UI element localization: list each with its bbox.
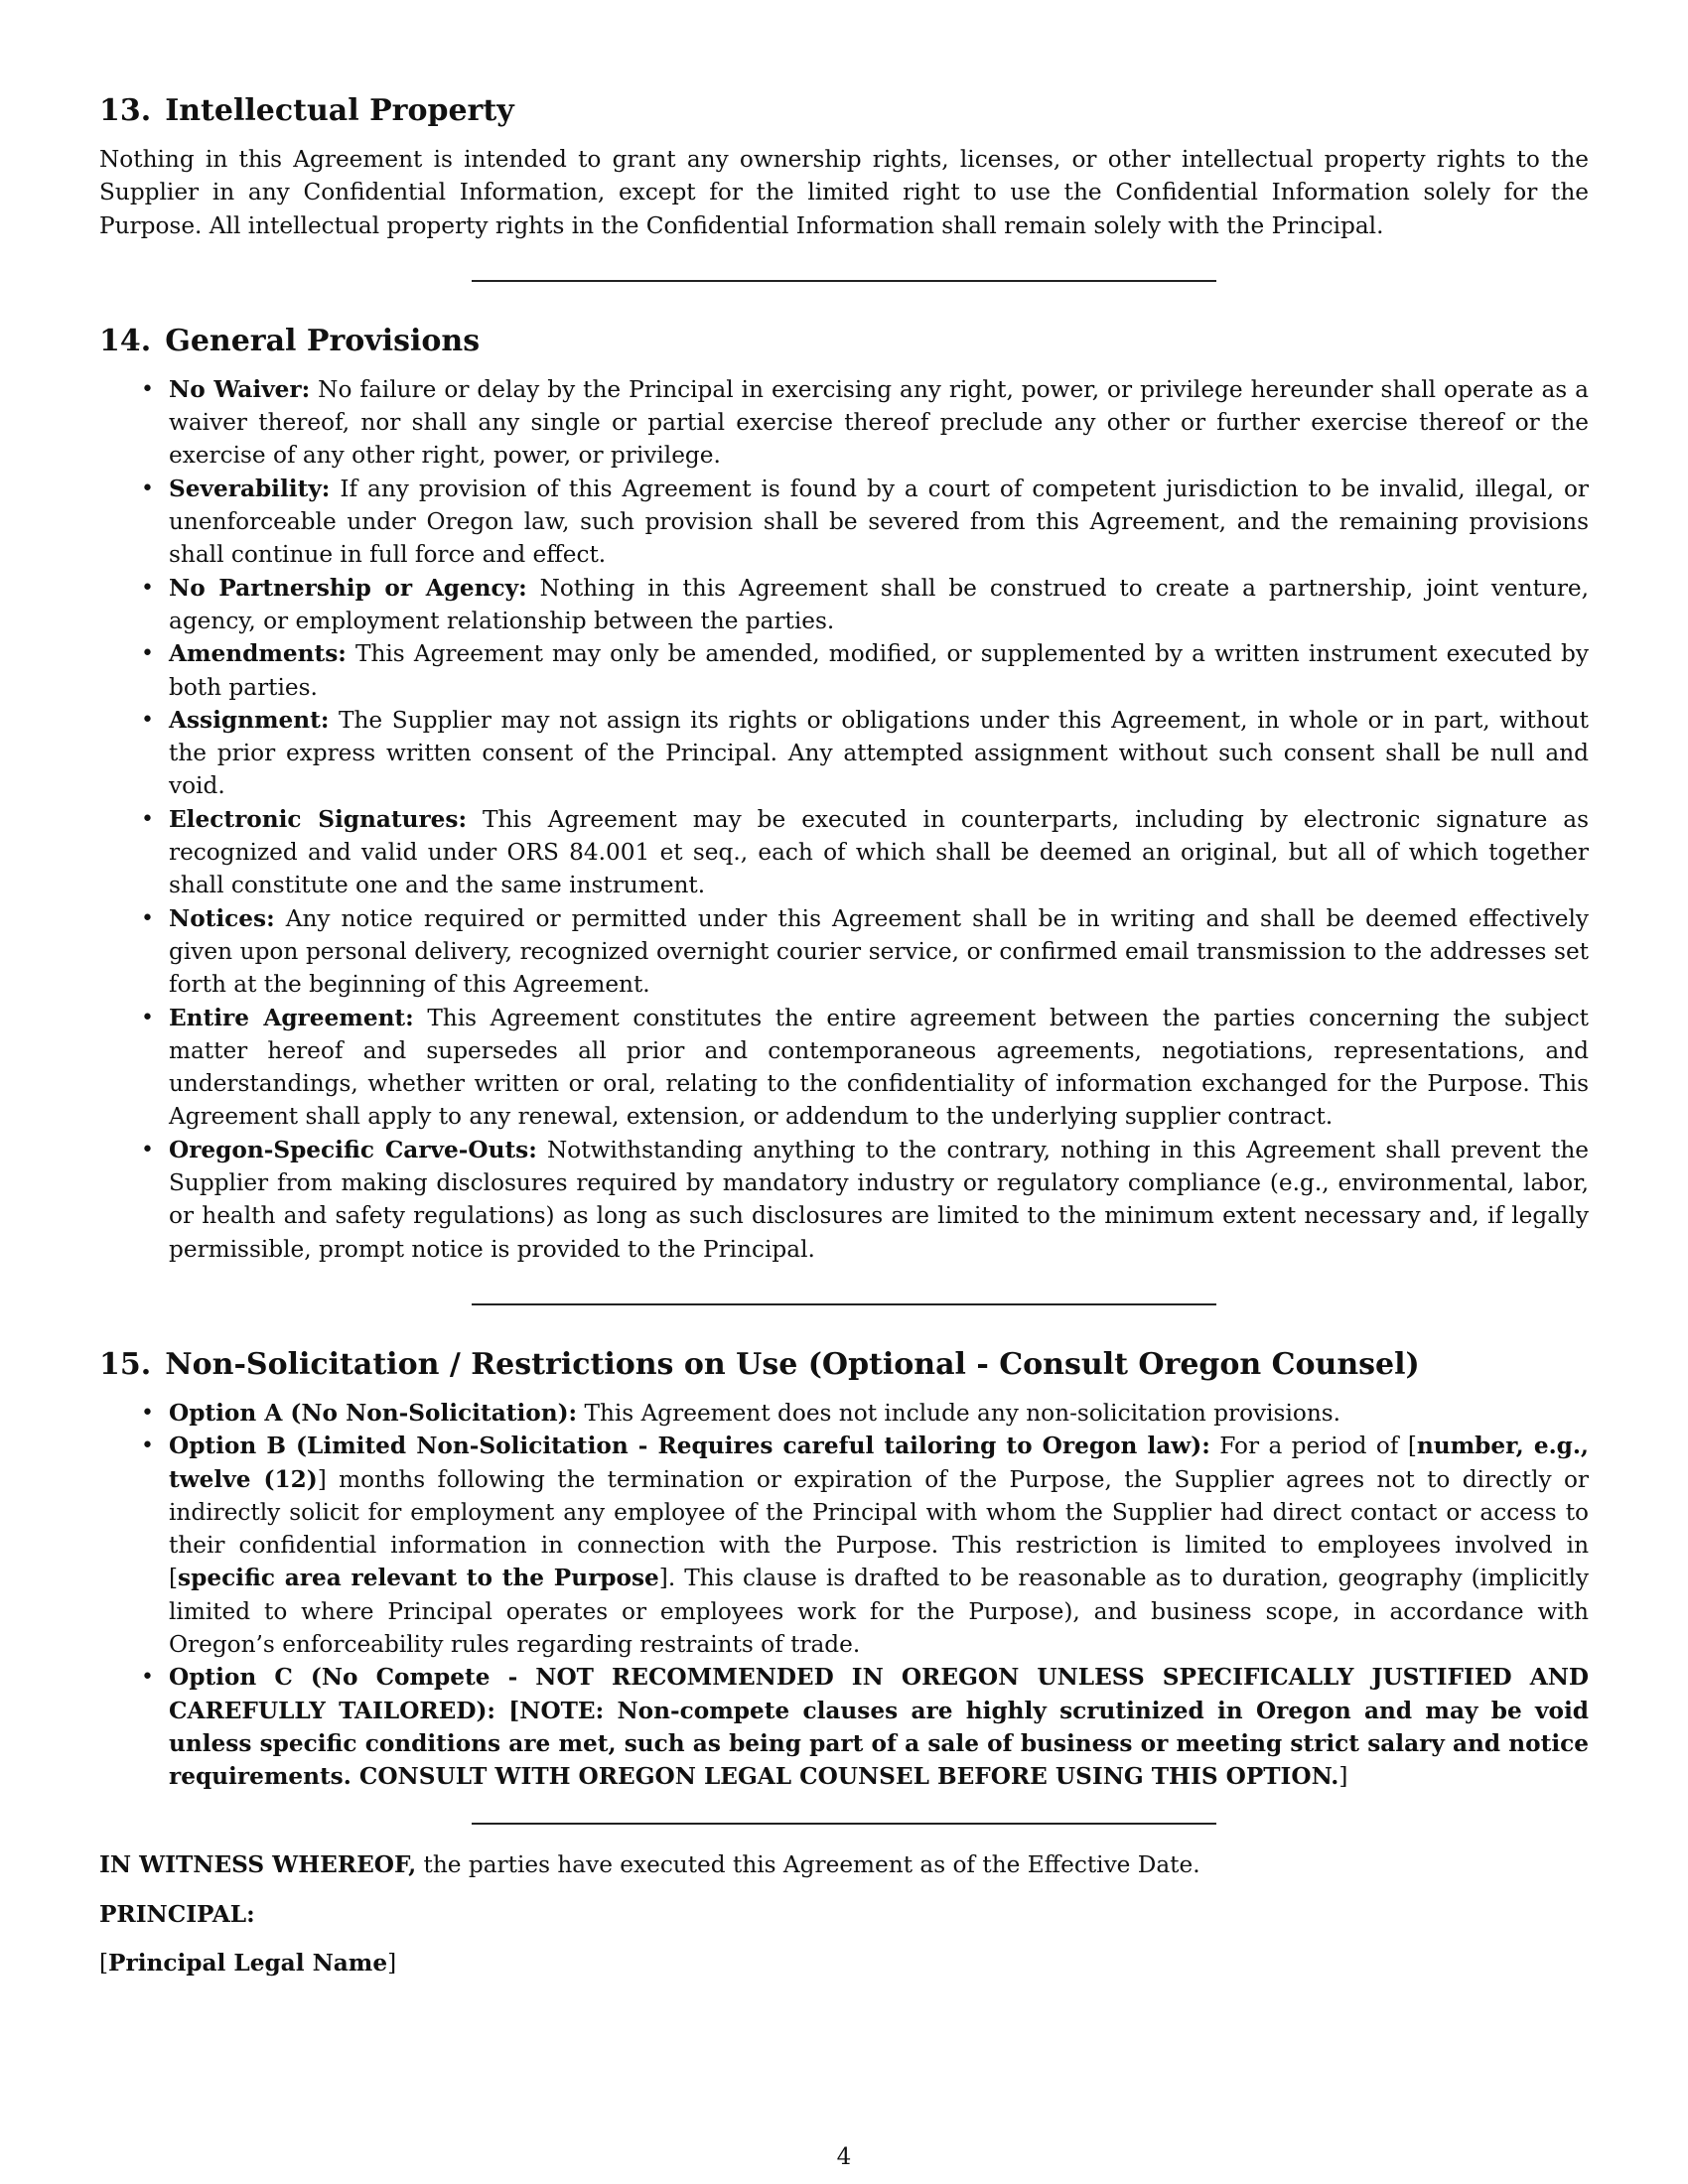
principal-label: [99, 1898, 1589, 1931]
provision-label: Notices:: [169, 904, 275, 932]
options-list: [99, 1397, 1589, 1794]
signature-block: [99, 1848, 1589, 1979]
option-label: Option C (No Compete - NOT RECOMMENDED IN OREGON UNLESS SPECIFICALLY JUSTIFIED AND CAREFULLY TAILORED):: [169, 1664, 1589, 1724]
section-title: Non-Solicitation / Restrictions on Use (Optional - Consult Oregon Counsel): [165, 1346, 1420, 1382]
provision-label: No Waiver:: [169, 375, 311, 403]
list-item: [169, 1002, 1589, 1134]
option-text: ]. This clause is drafted to be reasonable as to duration, geography (implicitly limited to where Principal operates or employees work for the Purpose), and business scope, in accordance with Oregon’s enforceability rules regarding restraints of trade.: [169, 1565, 1589, 1658]
general-provisions-list: [99, 373, 1589, 1266]
page-number: 4: [836, 2144, 852, 2170]
bracket-open: [: [99, 1950, 109, 1978]
section-13-heading: [99, 91, 1589, 131]
section-number: 14.: [99, 323, 152, 358]
option-text: For a period of [: [1209, 1433, 1417, 1460]
list-item: [169, 637, 1589, 704]
horizontal-rule: [472, 1303, 1216, 1305]
list-item: [169, 572, 1589, 638]
section-15: [99, 1345, 1589, 1794]
option-c: [169, 1661, 1589, 1793]
placeholder-duration: number, e.g., twelve (12): [169, 1433, 1590, 1493]
provision-text: The Supplier may not assign its rights or obligations under this Agreement, in whole or in part, without the prior express written consent of the Principal. Any attempted assignment without such consent shall be null and void.: [169, 706, 1589, 800]
option-b: [169, 1430, 1589, 1661]
section-number: 13.: [99, 93, 152, 128]
provision-label: Electronic Signatures:: [169, 805, 468, 833]
option-label: Option B (Limited Non-Solicitation - Requires careful tailoring to Oregon law):: [169, 1433, 1210, 1460]
section-number: 15.: [99, 1346, 152, 1382]
provision-label: No Partnership or Agency:: [169, 574, 527, 602]
provision-label: Assignment:: [169, 706, 330, 734]
provision-text: No failure or delay by the Principal in exercising any right, power, or privilege hereunder shall operate as a waiver thereof, nor shall any single or partial exercise thereof preclude any other or further exercise thereof or the exercise of any other right, power, or privilege.: [169, 375, 1589, 470]
option-note-close: ]: [1338, 1763, 1348, 1791]
section-14: [99, 322, 1589, 1266]
provision-text: Nothing in this Agreement shall be construed to create a partnership, joint venture, agency, or employment relationship between the parties.: [169, 574, 1589, 634]
provision-label: Amendments:: [169, 640, 347, 668]
section-title: Intellectual Property: [165, 93, 514, 128]
provision-text: This Agreement may only be amended, modified, or supplemented by a written instrument executed by both parties.: [169, 640, 1589, 701]
option-note: [NOTE: Non-compete clauses are highly scrutinized in Oregon and may be void unless specific conditions are met, such as being part of a sale of business or meeting strict salary and notice requirements. CONSULT WITH OREGON LEGAL COUNSEL BEFORE USING THIS OPTION.: [169, 1697, 1590, 1791]
list-item: [169, 704, 1589, 803]
provision-text: If any provision of this Agreement is found by a court of competent jurisdiction to be invalid, illegal, or unenforceable under Oregon law, such provision shall be severed from this Agreement, and the remaining provisions shall continue in full force and effect.: [169, 475, 1589, 569]
section-13: [99, 91, 1589, 242]
provision-text: This Agreement constitutes the entire agreement between the parties concerning the subject matter hereof and supersedes all prior and contemporaneous agreements, negotiations, representations, and understandings, whether written or oral, relating to the confidentiality of information exchanged for the Purpose. This Agreement shall apply to any renewal, extension, or addendum to the underlying supplier contract.: [169, 1004, 1589, 1131]
provision-text: This Agreement may be executed in counterparts, including by electronic signature as recognized and valid under ORS 84.001 et seq., each of which shall be deemed an original, but all of which together shall constitute one and the same instrument.: [169, 805, 1589, 899]
section-14-heading: [99, 322, 1589, 361]
section-title: General Provisions: [165, 323, 481, 358]
option-a: [169, 1397, 1589, 1430]
provision-label: Severability:: [169, 475, 331, 502]
option-text: This Agreement does not include any non-solicitation provisions.: [577, 1399, 1341, 1427]
list-item: [169, 902, 1589, 1002]
witness-statement: [99, 1848, 1589, 1881]
provision-text: Notwithstanding anything to the contrary, nothing in this Agreement shall prevent the Supplier from making disclosures required by mandatory industry or regulatory compliance (e.g., environmental, labor, or health and safety regulations) as long as such disclosures are limited to the minimum extent necessary and, if legally permissible, prompt notice is provided to the Principal.: [169, 1136, 1589, 1263]
list-item: [169, 473, 1589, 572]
section-15-heading: [99, 1345, 1589, 1385]
placeholder-area: specific area relevant to the Purpose: [178, 1565, 659, 1592]
principal-name: [99, 1947, 1589, 1979]
list-item: [169, 1134, 1589, 1266]
list-item: [169, 373, 1589, 473]
document-page: [99, 91, 1589, 1995]
principal-label-text: PRINCIPAL:: [99, 1900, 255, 1928]
bracket-close: ]: [387, 1950, 397, 1978]
horizontal-rule: [472, 280, 1216, 282]
option-text: ] months following the termination or expiration of the Purpose, the Supplier agrees not to directly or indirectly solicit for employment any employee of the Principal with whom the Supplier had direct contact or access to their confidential information in connection with the Purpose. This restriction is limited to employees involved in [: [169, 1465, 1589, 1592]
principal-name-placeholder: Principal Legal Name: [108, 1950, 388, 1978]
witness-text: the parties have executed this Agreement as of the Effective Date.: [416, 1851, 1200, 1879]
provision-label: Oregon-Specific Carve-Outs:: [169, 1136, 537, 1163]
provision-label: Entire Agreement:: [169, 1004, 414, 1031]
option-label: Option A (No Non-Solicitation):: [169, 1399, 578, 1427]
provision-text: Any notice required or permitted under this Agreement shall be in writing and shall be deemed effectively given upon personal delivery, recognized overnight courier service, or confirmed email transmission to the addresses set forth at the beginning of this Agreement.: [169, 904, 1589, 999]
section-13-body: Nothing in this Agreement is intended to grant any ownership rights, licenses, or other intellectual property rights to the Supplier in any Confidential Information, except for the limited right to use the Confidential Information solely for the Purpose. All intellectual property rights in the Confidential Information shall remain solely with the Principal.: [99, 146, 1589, 239]
list-item: [169, 803, 1589, 902]
witness-lead: IN WITNESS WHEREOF,: [99, 1851, 417, 1879]
horizontal-rule: [472, 1823, 1216, 1825]
